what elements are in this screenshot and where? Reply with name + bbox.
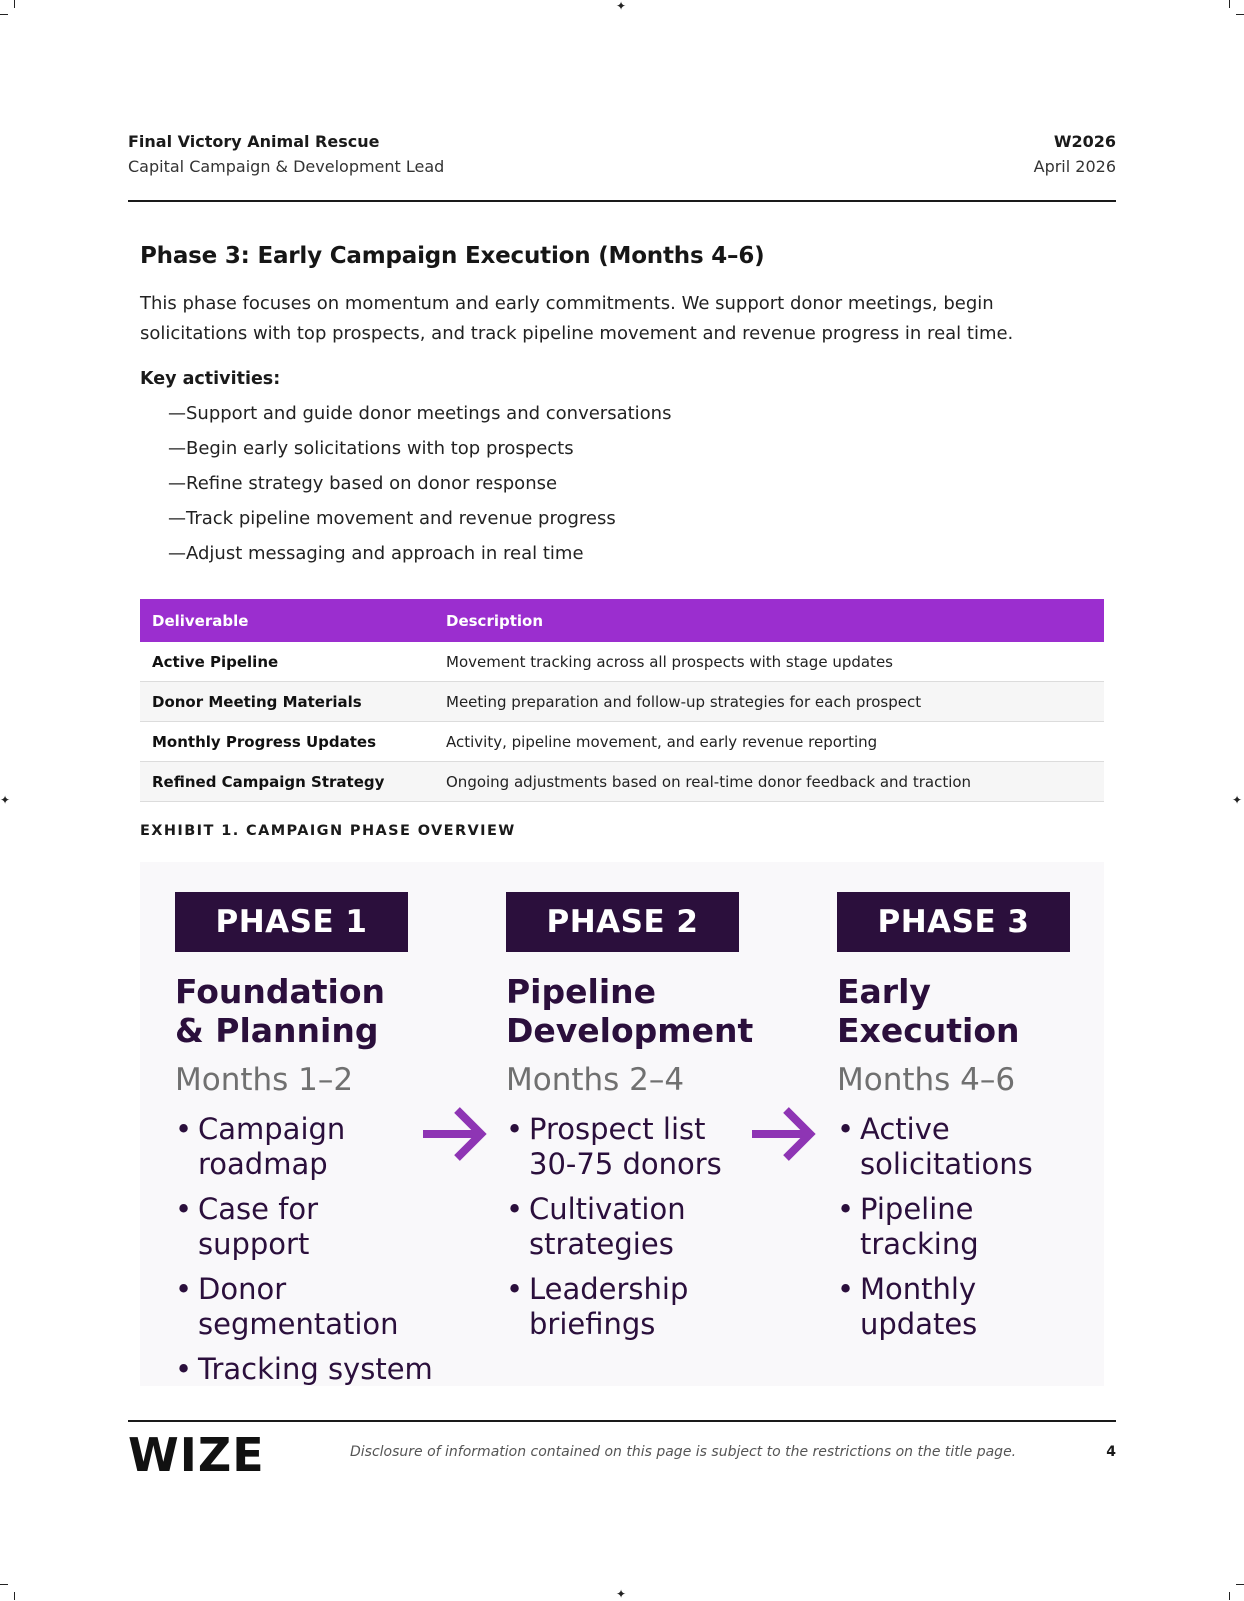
page-footer [128, 1420, 1116, 1482]
activity-item: —Track pipeline movement and revenue progress [168, 508, 616, 529]
description-cell: Ongoing adjustments based on real-time donor feedback and traction [434, 762, 1104, 802]
key-activities-label: Key activities: [140, 369, 281, 389]
registration-mark-right: ✦ [1232, 793, 1243, 807]
deliverable-cell: Active Pipeline [140, 642, 434, 682]
activity-item: —Begin early solicitations with top prospects [168, 438, 574, 459]
activity-item: —Adjust messaging and approach in real time [168, 543, 584, 564]
column-header-description: Description [434, 599, 1104, 642]
crop-mark-bottom-right [1236, 1584, 1244, 1585]
phase-overview-figure [140, 862, 1104, 1386]
phase-bullets [837, 1112, 1087, 1342]
phase-bullet: • Active solicitations [837, 1112, 1010, 1182]
phase-bullet: • Leadership briefings [506, 1272, 689, 1342]
phase-badge: PHASE 1 [175, 892, 408, 952]
phase-bullets [506, 1112, 756, 1342]
crop-mark-top-right [1229, 0, 1230, 8]
deliverable-cell: Donor Meeting Materials [140, 682, 434, 722]
registration-mark-left: ✦ [0, 793, 11, 807]
section-title: Phase 3: Early Campaign Execution (Months 4–6) [140, 243, 765, 269]
table-header-row [140, 599, 1104, 642]
activity-item: —Support and guide donor meetings and conversations [168, 403, 672, 424]
document-code: W2026 [1053, 132, 1116, 151]
deliverable-cell: Refined Campaign Strategy [140, 762, 434, 802]
page-header [128, 130, 1116, 202]
phase-bullet: • Cultivation strategies [506, 1192, 689, 1262]
document-date: April 2026 [1033, 157, 1116, 176]
role-title: Capital Campaign & Development Lead [128, 157, 445, 176]
table-row [140, 762, 1104, 802]
phase-badge: PHASE 3 [837, 892, 1070, 952]
phase-months: Months 4–6 [837, 1062, 1016, 1098]
phase-bullet: • Prospect list 30-75 donors [506, 1112, 729, 1182]
phase-bullet: • Tracking system [175, 1352, 438, 1387]
phase-months: Months 2–4 [506, 1062, 685, 1098]
phase-title: Early Execution [837, 972, 1020, 1050]
wize-logo: WIZE [128, 1428, 265, 1482]
exhibit-caption: EXHIBIT 1. CAMPAIGN PHASE OVERVIEW [140, 823, 516, 839]
phase-title: Pipeline Development [506, 972, 754, 1050]
column-header-deliverable: Deliverable [140, 599, 434, 642]
disclaimer-text: Disclosure of information contained on this page is subject to the restrictions on the title page. [350, 1444, 1017, 1460]
phase-column-3 [837, 892, 1087, 1352]
table-row [140, 722, 1104, 762]
description-cell: Meeting preparation and follow-up strategies for each prospect [434, 682, 1104, 722]
activity-item: —Refine strategy based on donor response [168, 473, 558, 494]
phase-bullet: • Donor segmentation [175, 1272, 438, 1342]
phase-column-2 [506, 892, 756, 1352]
registration-mark-bottom: ✦ [616, 1587, 627, 1601]
phase-badge: PHASE 2 [506, 892, 739, 952]
phase-months: Months 1–2 [175, 1062, 354, 1098]
key-activities-list [140, 399, 1104, 574]
phase-bullet: • Pipeline tracking [837, 1192, 1010, 1262]
phase-bullet: • Monthly updates [837, 1272, 1010, 1342]
deliverables-table [140, 599, 1104, 802]
arrow-right-icon [750, 1106, 816, 1162]
crop-mark-bottom-right [1229, 1592, 1230, 1600]
organization-name: Final Victory Animal Rescue [128, 132, 380, 151]
table-row [140, 642, 1104, 682]
description-cell: Movement tracking across all prospects with stage updates [434, 642, 1104, 682]
section-intro: This phase focuses on momentum and early commitments. We support donor meetings, begin solicitations with top prospects, and track pipeline movement and revenue progress in real time. [140, 293, 1014, 344]
section-content [140, 243, 1104, 574]
phase-bullets [175, 1112, 433, 1387]
crop-mark-top-right [1236, 14, 1244, 15]
crop-mark-top-left [14, 0, 15, 8]
phase-title: Foundation & Planning [175, 972, 386, 1050]
crop-mark-bottom-left [0, 1584, 8, 1585]
deliverable-cell: Monthly Progress Updates [140, 722, 434, 762]
table-row [140, 682, 1104, 722]
phase-column-1 [175, 892, 433, 1397]
phase-bullet: • Campaign roadmap [175, 1112, 368, 1182]
crop-mark-top-left [0, 14, 8, 15]
crop-mark-bottom-left [14, 1592, 15, 1600]
description-cell: Activity, pipeline movement, and early revenue reporting [434, 722, 1104, 762]
page-number: 4 [1106, 1444, 1116, 1460]
registration-mark-top: ✦ [616, 0, 627, 13]
phase-bullet: • Case for support [175, 1192, 438, 1262]
arrow-right-icon [421, 1106, 487, 1162]
